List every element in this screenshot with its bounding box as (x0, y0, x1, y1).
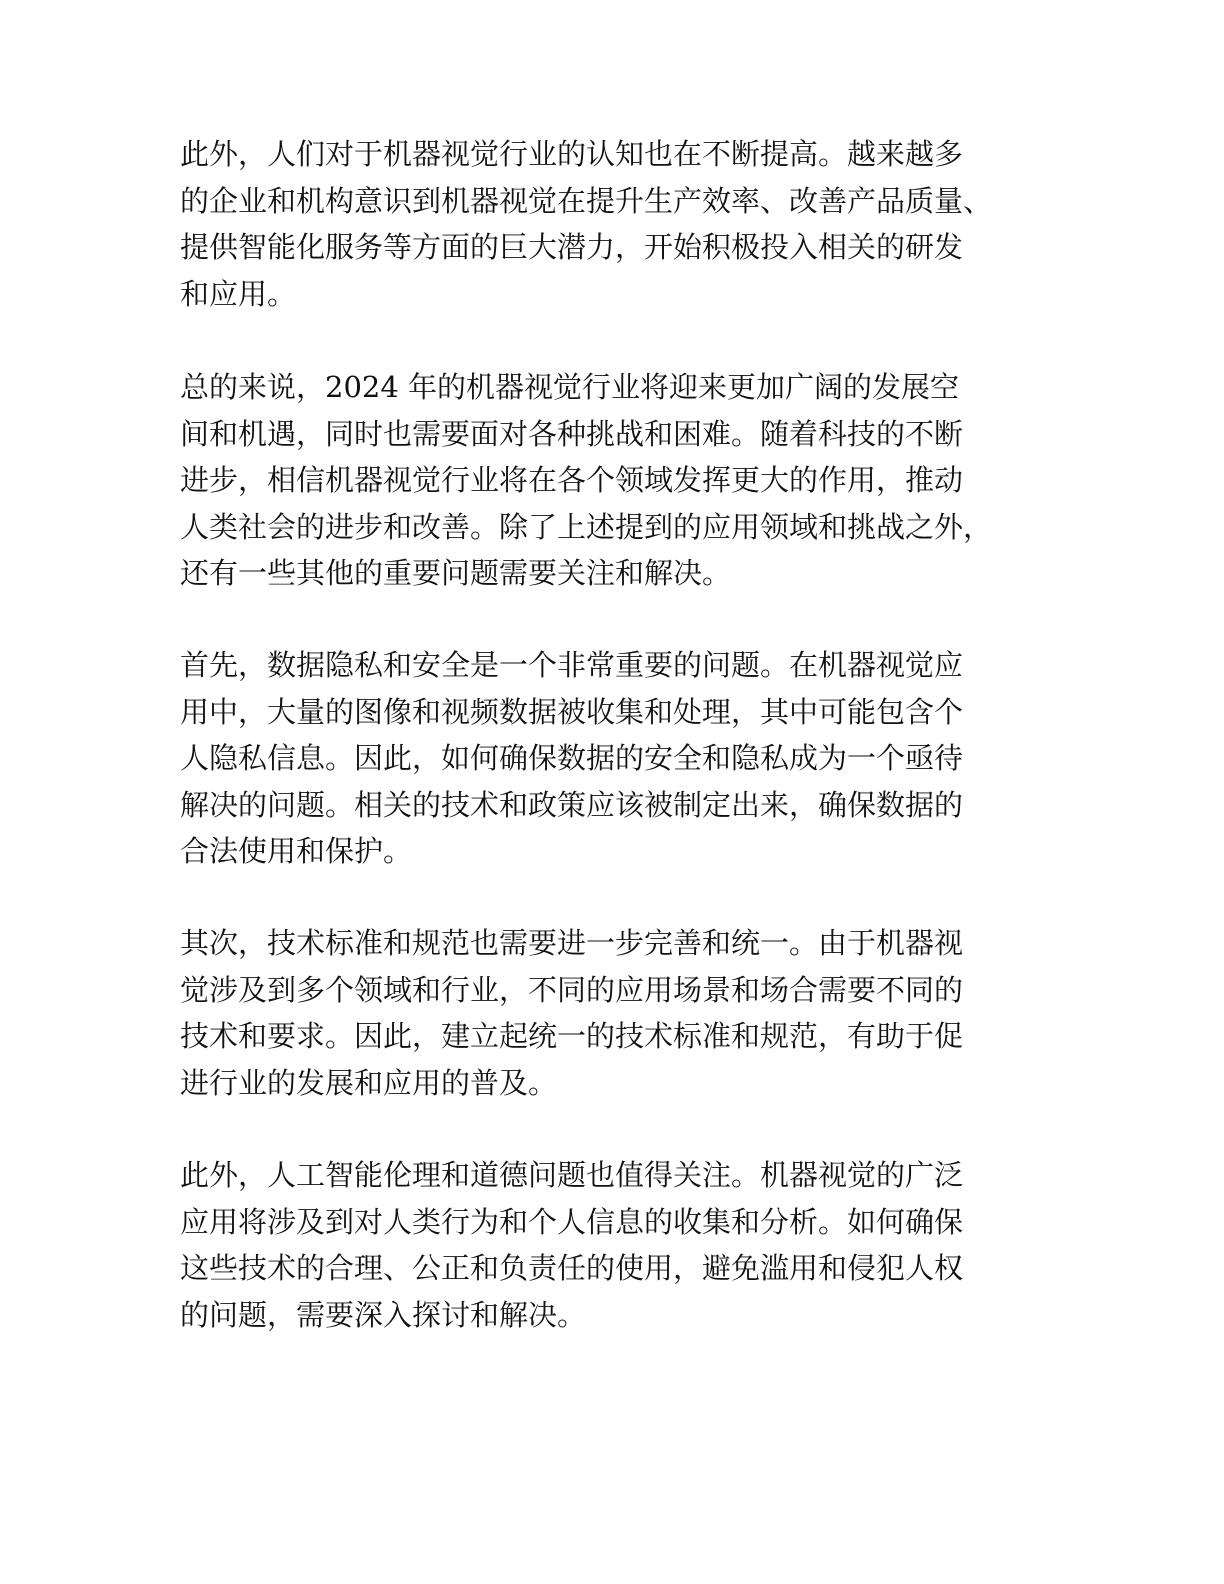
text-line: 人隐私信息。因此，如何确保数据的安全和隐私成为一个亟待 (180, 741, 964, 775)
text-line: 的企业和机构意识到机器视觉在提升生产效率、改善产品质量、 (180, 183, 993, 218)
text-line: 人类社会的进步和改善。除了上述提到的应用领域和挑战之外， (180, 509, 993, 544)
text-line: 进行业的发展和应用的普及。 (180, 1065, 558, 1100)
text-line: 应用将涉及到对人类行为和个人信息的收集和分析。如何确保 (180, 1204, 964, 1239)
text-line: 进步，相信机器视觉行业将在各个领域发挥更大的作用，推动 (180, 463, 964, 497)
text-line: 这些技术的合理、公正和负责任的使用，避免滥用和侵犯人权 (180, 1251, 964, 1285)
text-line: 此外，人们对于机器视觉行业的认知也在不断提高。越来越多 (180, 137, 964, 171)
paragraph-standards (180, 920, 1060, 1106)
text-line: 用中，大量的图像和视频数据被收集和处理，其中可能包含个 (180, 694, 964, 729)
text-line: 还有一些其他的重要问题需要关注和解决。 (180, 556, 732, 590)
text-line: 其次，技术标准和规范也需要进一步完善和统一。由于机器视 (180, 926, 964, 960)
text-line: 觉涉及到多个领域和行业，不同的应用场景和场合需要不同的 (180, 972, 964, 1007)
text-line: 的问题，需要深入探讨和解决。 (180, 1297, 587, 1332)
paragraph-privacy (180, 642, 1060, 875)
paragraph-summary (180, 364, 1060, 597)
text-line: 间和机遇，同时也需要面对各种挑战和困难。随着科技的不断 (180, 416, 964, 451)
text-line: 合法使用和保护。 (180, 834, 413, 868)
text-line: 此外，人工智能伦理和道德问题也值得关注。机器视觉的广泛 (180, 1158, 964, 1192)
text-line: 首先，数据隐私和安全是一个非常重要的问题。在机器视觉应 (180, 648, 964, 682)
text-line: 总的来说，2024 年的机器视觉行业将迎来更加广阔的发展空 (180, 370, 960, 404)
text-line: 提供智能化服务等方面的巨大潜力，开始积极投入相关的研发 (180, 230, 964, 264)
text-line: 和应用。 (180, 276, 297, 311)
paragraph-ethics (180, 1152, 1060, 1338)
text-line: 技术和要求。因此，建立起统一的技术标准和规范，有助于促 (180, 1019, 964, 1053)
text-line: 解决的问题。相关的技术和政策应该被制定出来，确保数据的 (180, 787, 964, 822)
paragraph-awareness (180, 131, 1060, 317)
